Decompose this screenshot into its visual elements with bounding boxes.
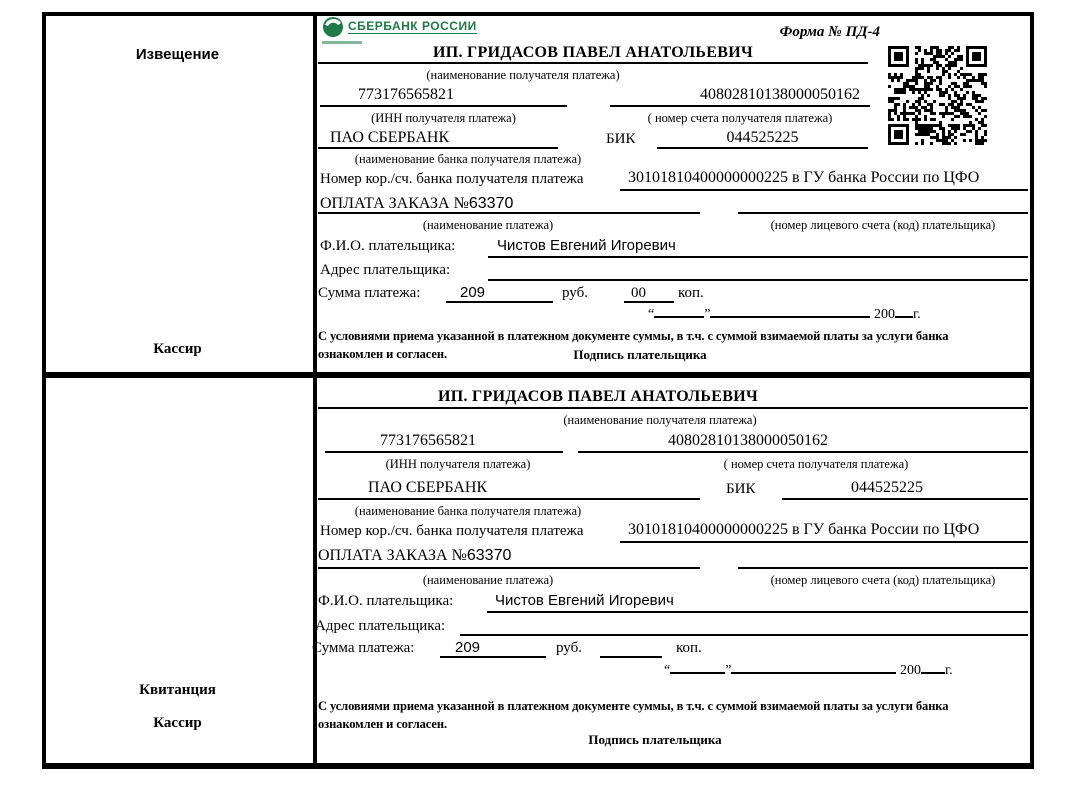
underline bbox=[487, 611, 1028, 613]
underline bbox=[488, 256, 1028, 258]
inn-caption: (ИНН получателя платежа) bbox=[371, 111, 516, 125]
bik-value: 044525225 bbox=[851, 479, 923, 496]
quote-open: “ bbox=[648, 307, 655, 322]
underline bbox=[738, 212, 1028, 214]
notice-label: Извещение bbox=[135, 46, 220, 63]
bik-label: БИК bbox=[726, 481, 756, 497]
signature-label-top: Подпись плательщика bbox=[573, 347, 707, 362]
receipt-label: Квитанция bbox=[139, 682, 216, 698]
underline bbox=[657, 147, 868, 149]
payer-address-label: Адрес плательщика: bbox=[315, 618, 446, 634]
account-caption: ( номер счета получателя платежа) bbox=[723, 457, 909, 471]
personal-account-caption: (номер лицевого счета (код) плательщика) bbox=[770, 573, 996, 587]
bank-caption: (наименование банка получателя платежа) bbox=[354, 504, 582, 518]
underline bbox=[620, 541, 1028, 543]
payment-purpose bbox=[320, 195, 513, 213]
amount-kop-value: 00 bbox=[631, 285, 646, 301]
corr-account-value: 30101810400000000225 в ГУ банка России по ЦФО bbox=[628, 521, 980, 538]
year-suffix: г. bbox=[944, 663, 953, 678]
date-month-line bbox=[710, 303, 870, 318]
underline bbox=[318, 567, 700, 569]
receipt-column-divider bbox=[313, 375, 317, 769]
payment-caption: (наименование платежа) bbox=[422, 218, 554, 232]
form-type-label: Форма № ПД-4 bbox=[779, 24, 880, 40]
notice-column-divider bbox=[313, 12, 317, 375]
bik-value: 044525225 bbox=[726, 129, 799, 146]
corr-account-label: Номер кор./сч. банка получателя платежа bbox=[320, 523, 584, 539]
underline bbox=[782, 498, 1028, 500]
underline bbox=[318, 212, 700, 214]
amount-rub-value: 209 bbox=[455, 639, 481, 656]
terms-line2: ознакомлен и согласен. bbox=[318, 717, 447, 731]
purpose-number: 63370 bbox=[466, 547, 512, 564]
underline bbox=[325, 451, 563, 453]
terms-line1: С условиями приема указанной в платежном документе суммы, в т.ч. с суммой взимаемой платы за услуги банка bbox=[318, 699, 949, 713]
underline bbox=[610, 105, 870, 107]
sberbank-logo-icon bbox=[322, 16, 344, 38]
inn-value: 773176565821 bbox=[380, 432, 476, 449]
quote-open: “ bbox=[664, 663, 671, 678]
payment-caption: (наименование платежа) bbox=[422, 573, 554, 587]
signature-label-bottom: Подпись плательщика bbox=[588, 732, 722, 747]
bik-label: БИК bbox=[606, 131, 636, 147]
underline bbox=[320, 105, 567, 107]
year-prefix: 200 bbox=[899, 663, 921, 678]
payer-name-label: Ф.И.О. плательщика: bbox=[320, 238, 456, 254]
terms-line1: С условиями приема указанной в платежном документе суммы, в т.ч. с суммой взимаемой платы за услуги банка bbox=[318, 329, 949, 343]
account-value: 40802810138000050162 bbox=[668, 432, 828, 449]
date-day-line bbox=[670, 659, 725, 674]
underline bbox=[318, 62, 868, 64]
recipient-name: ИП. ГРИДАСОВ ПАВЕЛ АНАТОЛЬЕВИЧ bbox=[437, 388, 759, 405]
account-caption: ( номер счета получателя платежа) bbox=[647, 111, 833, 125]
amount-label: Сумма платежа: bbox=[318, 285, 421, 301]
payer-address-label: Адрес плательщика: bbox=[320, 262, 451, 278]
corr-account-value: 30101810400000000225 в ГУ банка России по ЦФО bbox=[628, 169, 980, 186]
quote-close: ” bbox=[725, 663, 732, 678]
amount-rub-value: 209 bbox=[460, 284, 486, 301]
underline bbox=[318, 407, 1028, 409]
bank-name: ПАО СБЕРБАНК bbox=[368, 479, 488, 496]
underline bbox=[318, 498, 700, 500]
date-row bbox=[648, 303, 921, 323]
inn-value: 773176565821 bbox=[358, 86, 454, 103]
underline bbox=[460, 634, 1028, 636]
cashier-label-top: Кассир bbox=[153, 341, 202, 357]
date-year-line bbox=[921, 659, 945, 674]
date-year-line bbox=[895, 303, 913, 318]
recipient-caption: (наименование получателя платежа) bbox=[426, 68, 620, 82]
personal-account-caption: (номер лицевого счета (код) плательщика) bbox=[770, 218, 996, 232]
payer-name-value: Чистов Евгений Игоревич bbox=[495, 592, 674, 609]
amount-label: Сумма платежа: bbox=[312, 640, 415, 656]
underline bbox=[440, 656, 546, 658]
underline bbox=[318, 147, 558, 149]
kop-label: коп. bbox=[676, 640, 702, 656]
quote-close: ” bbox=[704, 307, 711, 322]
date-month-line bbox=[731, 659, 896, 674]
bank-caption: (наименование банка получателя платежа) bbox=[354, 152, 582, 166]
underline bbox=[578, 451, 1028, 453]
recipient-name: ИП. ГРИДАСОВ ПАВЕЛ АНАТОЛЬЕВИЧ bbox=[432, 44, 754, 61]
underline bbox=[600, 656, 662, 658]
underline bbox=[620, 189, 1028, 191]
recipient-caption: (наименование получателя платежа) bbox=[563, 413, 757, 427]
year-prefix: 200 bbox=[873, 307, 895, 322]
purpose-number: 63370 bbox=[468, 195, 514, 212]
account-value: 40802810138000050162 bbox=[700, 86, 860, 103]
date-row bbox=[664, 659, 953, 679]
rub-label: руб. bbox=[562, 285, 588, 301]
rub-label: руб. bbox=[556, 640, 582, 656]
inn-caption: (ИНН получателя платежа) bbox=[385, 457, 531, 471]
underline bbox=[488, 279, 1028, 281]
corr-account-label: Номер кор./сч. банка получателя платежа bbox=[320, 171, 584, 187]
purpose-prefix: ОПЛАТА ЗАКАЗА № bbox=[318, 547, 467, 564]
payer-name-label: Ф.И.О. плательщика: bbox=[318, 593, 454, 609]
sberbank-logo-text: СБЕРБАНК РОССИИ bbox=[348, 19, 477, 33]
qr-code bbox=[888, 46, 987, 145]
payment-purpose bbox=[318, 547, 511, 565]
terms-line2: ознакомлен и согласен. bbox=[318, 347, 447, 361]
underline bbox=[738, 567, 1028, 569]
year-suffix: г. bbox=[912, 307, 921, 322]
payer-name-value: Чистов Евгений Игоревич bbox=[497, 237, 676, 254]
bank-name: ПАО СБЕРБАНК bbox=[330, 129, 450, 146]
date-day-line bbox=[654, 303, 704, 318]
cashier-label-bottom: Кассир bbox=[153, 715, 202, 731]
kop-label: коп. bbox=[678, 285, 704, 301]
purpose-prefix: ОПЛАТА ЗАКАЗА № bbox=[320, 195, 469, 212]
underline bbox=[446, 301, 553, 303]
